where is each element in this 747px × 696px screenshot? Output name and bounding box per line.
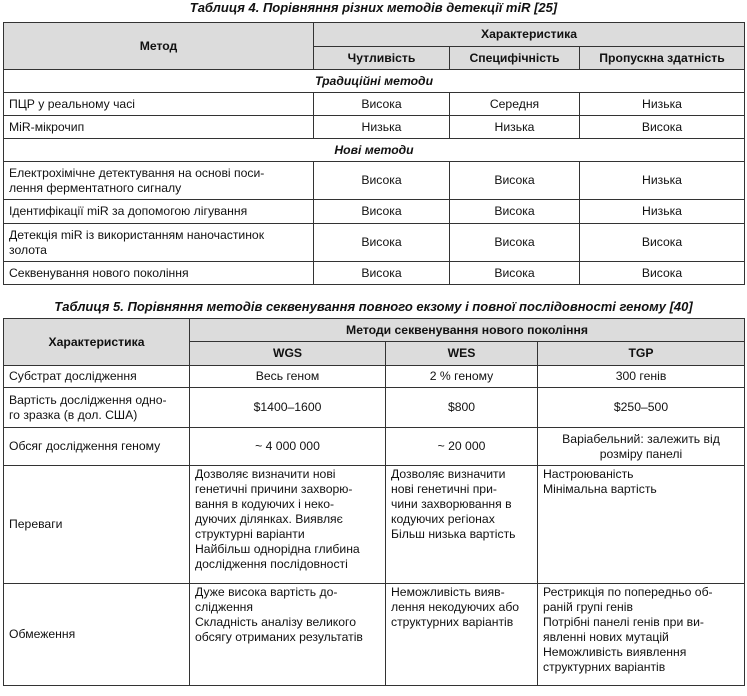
table4-value-cell: Низька xyxy=(580,200,745,224)
table5-value-cell: Дозволяє визначити нові генетичні причини захворю- вання в кодуючих і неко- дуючих ділянках. Виявляє структурні варіанти Найбільш однорідна глибина дослідження послідовності xyxy=(190,466,386,584)
table4-header-col: Пропускна здатність xyxy=(580,47,745,70)
table4-value-cell: Висока xyxy=(314,200,450,224)
table4-section-title: Нові методи xyxy=(4,139,745,162)
table4-method-cell: Детекція miR із використанням наночастинок золота xyxy=(4,224,314,262)
table4-value-cell: Висока xyxy=(450,262,580,285)
table4-value-cell: Висока xyxy=(580,262,745,285)
table4-section-title: Традиційні методи xyxy=(4,70,745,93)
table4 xyxy=(3,22,745,285)
table5-value-cell: $800 xyxy=(386,388,538,428)
table5-header-group: Методи секвенування нового покоління xyxy=(190,319,745,342)
table5-value-cell: ~ 20 000 xyxy=(386,428,538,466)
table5-value-cell: Варіабельний: залежить від розміру панелі xyxy=(538,428,745,466)
table4-method-cell: ПЦР у реальному часі xyxy=(4,93,314,116)
table-row xyxy=(4,162,745,200)
table5-value-cell: $250–500 xyxy=(538,388,745,428)
table-row xyxy=(4,428,745,466)
table4-value-cell: Висока xyxy=(314,162,450,200)
table4-caption: Таблиця 4. Порівняння різних методів детекції miR [25] xyxy=(189,0,558,15)
table5-value-cell: Настроюваність Мінімальна вартість xyxy=(538,466,745,584)
table4-value-cell: Низька xyxy=(580,162,745,200)
table5-header-col: TGP xyxy=(538,342,745,366)
table5-header-char: Характеристика xyxy=(4,319,190,366)
table4-header-col: Чутливість xyxy=(314,47,450,70)
table5-label-cell: Вартість дослідження одно- го зразка (в дол. США) xyxy=(4,388,190,428)
table5 xyxy=(3,318,745,686)
table-row xyxy=(4,224,745,262)
table-row xyxy=(4,584,745,686)
table4-header-col: Специфічність xyxy=(450,47,580,70)
table5-label-cell: Обсяг дослідження геному xyxy=(4,428,190,466)
table5-value-cell: ~ 4 000 000 xyxy=(190,428,386,466)
table5-value-cell: Неможливість вияв- лення некодуючих або структурних варіантів xyxy=(386,584,538,686)
table5-value-cell: $1400–1600 xyxy=(190,388,386,428)
table4-value-cell: Висока xyxy=(314,93,450,116)
table4-value-cell: Висока xyxy=(450,224,580,262)
table5-label-cell: Обмеження xyxy=(4,584,190,686)
table4-header-method: Метод xyxy=(4,23,314,70)
table4-value-cell: Висока xyxy=(450,200,580,224)
table5-value-cell: Дозволяє визначити нові генетичні при- чини захворювання в кодуючих регіонах Більш низька вартість xyxy=(386,466,538,584)
table4-method-cell: MiR-мікрочип xyxy=(4,116,314,139)
table-row xyxy=(4,366,745,388)
table-row xyxy=(4,200,745,224)
table5-label-cell: Субстрат дослідження xyxy=(4,366,190,388)
table5-label-cell: Переваги xyxy=(4,466,190,584)
table5-value-cell: Весь геном xyxy=(190,366,386,388)
table5-header-col: WES xyxy=(386,342,538,366)
table5-value-cell: 2 % геному xyxy=(386,366,538,388)
table4-header-group: Характеристика xyxy=(314,23,745,47)
table5-value-cell: Дуже висока вартість до- слідження Складність аналізу великого обсягу отриманих результатів xyxy=(190,584,386,686)
table4-value-cell: Висока xyxy=(580,116,745,139)
table4-value-cell: Низька xyxy=(580,93,745,116)
table4-method-cell: Електрохімічне детектування на основі поси- лення ферментатного сигналу xyxy=(4,162,314,200)
table5-value-cell: 300 генів xyxy=(538,366,745,388)
table4-value-cell: Низька xyxy=(314,116,450,139)
table5-header-col: WGS xyxy=(190,342,386,366)
table4-value-cell: Висока xyxy=(580,224,745,262)
table4-method-cell: Ідентифікації miR за допомогою лігування xyxy=(4,200,314,224)
table4-value-cell: Низька xyxy=(450,116,580,139)
table5-caption: Таблиця 5. Порівняння методів секвенування повного екзому і повної послідовності геному [40] xyxy=(54,299,693,314)
table4-value-cell: Висока xyxy=(314,224,450,262)
table-row xyxy=(4,262,745,285)
table-row xyxy=(4,388,745,428)
table5-value-cell: Рестрикція по попередньо об- раній групі генів Потрібні панелі генів при ви- явленні нових мутацій Неможливість виявлення структурних варіантів xyxy=(538,584,745,686)
table4-method-cell: Секвенування нового покоління xyxy=(4,262,314,285)
table-row xyxy=(4,466,745,584)
table4-value-cell: Висока xyxy=(314,262,450,285)
table4-value-cell: Середня xyxy=(450,93,580,116)
table4-value-cell: Висока xyxy=(450,162,580,200)
table-row xyxy=(4,93,745,116)
table-row xyxy=(4,116,745,139)
